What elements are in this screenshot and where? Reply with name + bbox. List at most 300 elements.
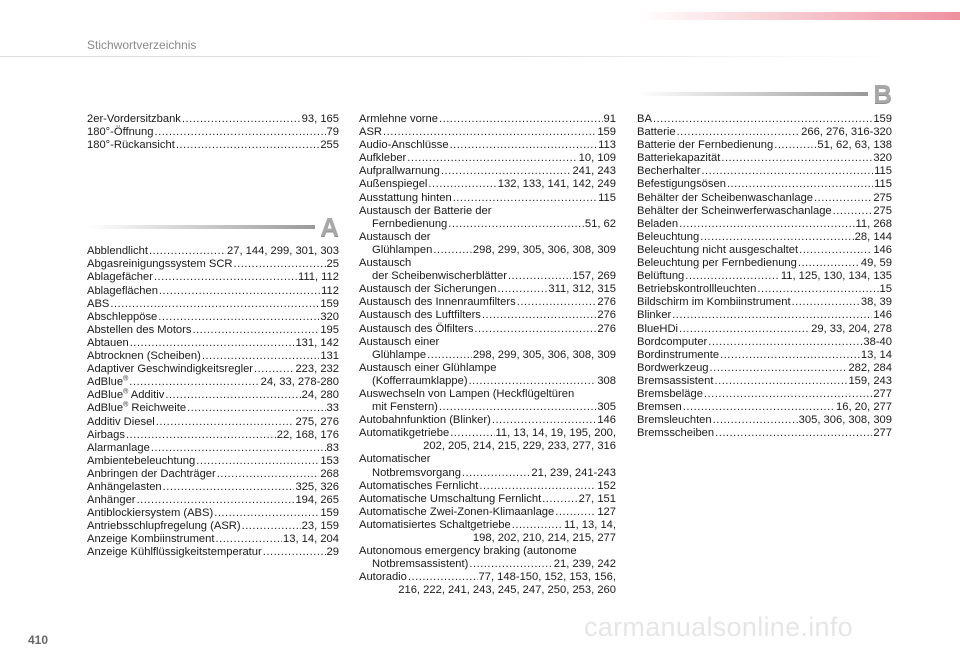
dot-leader — [542, 493, 577, 506]
index-column-1 — [87, 113, 339, 560]
index-entry-pages: 24, 33, 278-280 — [260, 376, 339, 389]
index-entry-pages: 29, 33, 204, 278 — [811, 322, 892, 335]
index-entry-pages: 275 — [873, 204, 892, 217]
dot-leader — [508, 270, 571, 283]
index-entry — [87, 429, 339, 442]
index-entry-term: 2er-Vordersitzbank — [87, 113, 181, 125]
index-entry — [637, 323, 892, 336]
index-entry-term: Austausch des Innenraumfilters — [359, 296, 516, 309]
index-entry — [87, 402, 339, 415]
dot-leader — [407, 152, 577, 165]
index-entry-pages: 15 — [879, 283, 892, 296]
index-entry-subterm: Notbremsvorgang — [372, 466, 461, 479]
index-entry-term: BA — [637, 113, 652, 125]
index-entry — [359, 231, 616, 257]
dot-leader — [202, 350, 320, 363]
index-entry-term-suffix: Additiv — [128, 389, 165, 402]
index-entry — [637, 126, 892, 139]
index-entry — [87, 468, 339, 481]
dot-leader — [182, 113, 301, 126]
index-entry-pages: 131, 142 — [295, 336, 339, 349]
index-entry-pages: 241, 243 — [572, 165, 616, 178]
index-entry — [637, 152, 892, 165]
index-entry-pages: 305 — [597, 401, 616, 414]
index-entry-term: Beleuchtung — [637, 230, 700, 243]
dot-leader — [453, 192, 597, 205]
index-entry — [637, 349, 892, 362]
index-entry — [637, 388, 892, 401]
dot-leader — [165, 389, 300, 402]
index-entry-pages: 276 — [597, 322, 616, 335]
index-entry-pages: 112 — [321, 284, 339, 297]
index-entry — [87, 389, 339, 402]
index-entry — [87, 520, 339, 533]
index-entry — [359, 126, 616, 139]
index-entry — [359, 323, 616, 336]
index-entry-pages: 79 — [326, 126, 339, 139]
index-entry-pages: 23, 159 — [301, 520, 339, 533]
index-entry-subterm: Notbremsassistent) — [372, 558, 469, 571]
index-entry-term: Bordinstrumente — [637, 348, 720, 361]
index-entry — [359, 427, 616, 453]
header-divider — [0, 56, 900, 57]
dot-leader — [151, 442, 326, 455]
dot-leader — [215, 533, 282, 546]
index-entry-term: Automatische Zwei-Zonen-Klimaanlage — [359, 505, 555, 518]
index-entry — [637, 178, 892, 191]
index-entry — [359, 453, 616, 479]
registered-mark: ® — [123, 401, 129, 409]
index-entry-term: Automatisches Fernlicht — [359, 479, 479, 492]
index-entry — [87, 442, 339, 455]
index-entry-pages: 24, 280 — [301, 389, 339, 402]
index-entry-pages: 159 — [320, 507, 339, 520]
index-entry-term: Autonomous emergency braking (autonome — [359, 545, 577, 558]
dot-leader — [234, 258, 326, 271]
index-entry — [87, 245, 339, 258]
dot-leader — [799, 244, 872, 257]
index-entry — [359, 257, 616, 283]
index-entry-term: Autoradio — [359, 571, 407, 584]
index-entry-term: Austausch — [359, 257, 412, 270]
index-entry — [87, 376, 339, 389]
section-letter-a: A — [320, 212, 339, 243]
dot-leader — [774, 139, 816, 152]
index-entry-pages: 27, 144, 299, 301, 303 — [227, 245, 339, 258]
index-entry-pages: 159, 243 — [848, 374, 892, 387]
index-entry — [359, 283, 616, 296]
index-entry-pages: 10, 109 — [578, 152, 616, 165]
dot-leader — [727, 178, 873, 191]
index-entry-term: Beleuchtung per Fernbedienung — [637, 257, 797, 270]
index-entry-pages: 311, 312, 315 — [548, 283, 616, 296]
index-entry-pages: 29 — [326, 546, 339, 559]
dot-leader — [439, 113, 603, 126]
index-entry-term: Abgasreinigungssystem SCR — [87, 258, 233, 271]
dot-leader — [713, 414, 798, 427]
dot-leader — [721, 152, 872, 165]
dot-leader — [683, 401, 835, 414]
index-entry — [87, 546, 339, 559]
index-entry-term: Aufkleber — [359, 152, 407, 165]
index-entry-term: Austausch der Batterie der — [359, 204, 492, 217]
index-entry-term: Additiv Diesel — [87, 415, 155, 428]
index-entry — [359, 205, 616, 231]
index-entry-pages: 308 — [597, 374, 616, 387]
index-entry-pages: 21, 239, 241-243 — [531, 466, 616, 479]
dot-leader — [555, 506, 596, 519]
index-entry-pages: 223, 232 — [295, 363, 339, 376]
dot-leader — [433, 244, 472, 257]
index-entry-pages: 11, 13, 14, 19, 195, 200, — [495, 427, 616, 440]
index-entry — [359, 178, 616, 191]
index-entry-pages: 146 — [873, 243, 892, 256]
index-entry-pages: 298, 299, 305, 306, 308, 309 — [472, 348, 616, 361]
index-entry-term-base: AdBlue — [87, 389, 124, 402]
dot-leader — [214, 507, 319, 520]
dot-leader — [242, 520, 301, 533]
index-entry-pages: 153 — [320, 454, 339, 467]
page-section-title: Stichwortverzeichnis — [87, 38, 197, 52]
index-entry-term: Anzeige Kühlflüssigkeitstemperatur — [87, 546, 262, 559]
index-entry-subterm: (Kofferraumklappe) — [372, 374, 468, 387]
index-entry-pages-continued: 198, 202, 210, 214, 215, 277 — [472, 532, 616, 544]
index-entry — [359, 296, 616, 309]
index-entry-term-base: AdBlue — [87, 402, 124, 415]
index-entry — [637, 296, 892, 309]
index-entry-pages: 25 — [326, 258, 339, 271]
index-list-a — [87, 245, 339, 559]
index-entry-term: Audio-Anschlüsse — [359, 139, 449, 152]
index-entry-term: Automatikgetriebe — [359, 427, 450, 440]
index-entry — [637, 218, 892, 231]
dot-leader — [110, 298, 319, 311]
index-entry-term: Befestigungsösen — [637, 178, 726, 191]
index-entry — [87, 494, 339, 507]
dot-leader — [187, 402, 325, 415]
index-entry-term: Austausch des Ölfilters — [359, 322, 474, 335]
index-entry-pages: 115 — [598, 191, 616, 204]
dot-leader — [159, 285, 320, 298]
dot-leader — [263, 546, 326, 559]
index-entry-pages: 127 — [597, 505, 616, 518]
dot-leader — [792, 296, 860, 309]
index-entry-term: Batterie der Fernbedienung — [637, 139, 774, 152]
index-entry-pages: 13, 14, 204 — [283, 533, 339, 546]
index-entry-term: Blinker — [637, 309, 672, 322]
index-entry-pages: 282, 284 — [848, 361, 892, 374]
registered-mark: ® — [123, 388, 129, 396]
index-entry-term: Antiblockiersystem (ABS) — [87, 507, 214, 520]
index-entry-pages: 77, 148-150, 152, 153, 156, — [478, 571, 616, 584]
dot-leader — [814, 192, 872, 205]
index-entry-pages: 255 — [320, 139, 339, 152]
index-entry-pages: 91 — [603, 113, 616, 125]
index-entry-pages: 276 — [597, 296, 616, 309]
index-entry-term: Austausch der — [359, 230, 431, 243]
index-entry — [87, 298, 339, 311]
index-entry-pages: 16, 20, 277 — [836, 401, 892, 414]
dot-leader — [126, 429, 276, 442]
index-entry-term: Bremsbeläge — [637, 387, 703, 400]
index-entry — [637, 257, 892, 270]
index-entry-term: Autobahnfunktion (Blinker) — [359, 414, 491, 427]
dot-leader — [492, 414, 596, 427]
section-header-b — [637, 79, 892, 109]
index-entry-pages: 22, 168, 176 — [276, 428, 339, 441]
index-entry-term: Außenspiegel — [359, 178, 428, 191]
index-entry-pages: 111, 112 — [297, 271, 339, 284]
index-entry — [87, 455, 339, 468]
index-entry-term: Bremsleuchten — [637, 414, 712, 427]
index-entry-pages: 320 — [873, 152, 892, 165]
index-entry — [637, 401, 892, 414]
index-entry — [637, 375, 892, 388]
index-entry-pages: 277 — [873, 427, 892, 440]
dot-leader — [469, 375, 597, 388]
dot-leader — [474, 323, 596, 336]
index-entry-term: Anbringen der Dachträger — [87, 467, 216, 480]
index-entry — [359, 388, 616, 414]
dot-leader — [679, 218, 854, 231]
index-entry — [359, 192, 616, 205]
index-entry-term: ABS — [87, 297, 110, 310]
index-entry-term: Behälter der Scheinwerferwaschanlage — [637, 204, 832, 217]
index-entry — [637, 113, 892, 126]
dot-leader — [154, 126, 325, 139]
index-entry-pages: 305, 306, 308, 309 — [798, 414, 892, 427]
dot-leader — [176, 139, 320, 152]
dot-leader — [154, 271, 297, 284]
header-accent-bar — [640, 12, 960, 20]
dot-leader — [383, 126, 596, 139]
index-entry-pages: 146 — [873, 309, 892, 322]
index-entry-pages: 131 — [320, 350, 339, 363]
section-bar-a — [87, 225, 315, 229]
index-entry-term: Behälter der Scheibenwaschanlage — [637, 191, 814, 204]
index-entry — [359, 152, 616, 165]
index-entry-term: Austausch einer — [359, 335, 440, 348]
dot-leader — [677, 126, 801, 139]
index-entry-pages: 159 — [320, 297, 339, 310]
dot-leader — [653, 113, 872, 126]
index-entry-term — [87, 402, 186, 415]
dot-leader — [149, 245, 226, 258]
index-entry-term: Automatisiertes Schaltgetriebe — [359, 518, 511, 531]
index-entry — [637, 414, 892, 427]
index-entry-term: Airbags — [87, 428, 125, 441]
index-entry-term: Batterie — [637, 126, 676, 139]
index-entry — [637, 139, 892, 152]
dot-leader — [469, 558, 552, 571]
index-entry-term — [87, 376, 128, 389]
dot-leader — [156, 416, 295, 429]
index-entry — [87, 271, 339, 284]
index-entry — [359, 165, 616, 178]
index-entry-term: Becherhalter — [637, 165, 701, 178]
registered-mark: ® — [123, 375, 129, 383]
dot-leader — [217, 468, 320, 481]
index-entry — [87, 481, 339, 494]
index-entry — [87, 285, 339, 298]
index-entry-pages: 157, 269 — [572, 270, 616, 283]
index-entry — [359, 493, 616, 506]
dot-leader — [720, 349, 860, 362]
dot-leader — [450, 139, 598, 152]
index-entry-pages: 268 — [320, 467, 339, 480]
index-entry — [637, 427, 892, 440]
index-entry — [637, 362, 892, 375]
dot-leader — [448, 218, 584, 231]
index-entry-term: 180°-Rückansicht — [87, 139, 175, 152]
dot-leader — [704, 388, 872, 401]
index-entry-term: Betriebskontrollleuchten — [637, 283, 757, 296]
dot-leader — [710, 362, 848, 375]
index-entry — [637, 283, 892, 296]
index-entry-pages: 275, 276 — [295, 415, 339, 428]
dot-leader — [700, 231, 853, 244]
dot-leader — [158, 311, 319, 324]
index-entry-pages: 194, 265 — [295, 494, 339, 507]
index-entry-term: Ambientebeleuchtung — [87, 454, 196, 467]
index-entry-pages: 195 — [320, 323, 339, 336]
index-entry-subterm: Glühlampe — [372, 348, 427, 361]
index-entry-term: Austausch des Luftfilters — [359, 309, 481, 322]
index-entry — [637, 244, 892, 257]
dot-leader — [196, 455, 319, 468]
dot-leader — [757, 283, 878, 296]
index-entry — [87, 507, 339, 520]
index-entry-term: Auswechseln von Lampen (Heckflügeltüren — [359, 387, 575, 400]
index-entry-pages: 83 — [326, 441, 339, 454]
dot-leader — [254, 363, 294, 376]
dot-leader — [679, 323, 810, 336]
index-entry-pages: 276 — [597, 309, 616, 322]
index-entry — [359, 414, 616, 427]
index-entry-pages: 275 — [873, 191, 892, 204]
index-entry-term: Ablagefächer — [87, 271, 153, 284]
index-entry-term: Abtrocknen (Scheiben) — [87, 350, 201, 363]
index-entry — [637, 205, 892, 218]
index-list-numeric — [87, 113, 339, 152]
dot-leader — [708, 336, 862, 349]
index-entry-term: Austausch der Sicherungen — [359, 283, 497, 296]
dot-leader — [512, 519, 563, 532]
index-entry-term: 180°-Öffnung — [87, 126, 154, 139]
index-entry-subterm: der Scheibenwischerblätter — [372, 270, 507, 283]
index-entry-pages: 11, 125, 130, 134, 135 — [780, 270, 892, 283]
index-entry-term: Abblendlicht — [87, 245, 148, 258]
index-entry — [359, 571, 616, 597]
dot-leader — [163, 481, 295, 494]
index-entry — [359, 545, 616, 571]
index-entry — [637, 309, 892, 322]
dot-leader — [450, 427, 494, 440]
dot-leader — [497, 283, 547, 296]
index-entry — [637, 192, 892, 205]
index-entry-term: Batteriekapazität — [637, 152, 721, 165]
dot-leader — [192, 324, 319, 337]
index-entry — [87, 350, 339, 363]
index-entry — [359, 362, 616, 388]
index-entry — [359, 139, 616, 152]
dot-leader — [129, 376, 259, 389]
index-entry-term: Bordwerkzeug — [637, 361, 709, 374]
index-entry-pages: 277 — [873, 387, 892, 400]
index-entry — [359, 480, 616, 493]
dot-leader — [427, 349, 472, 362]
index-entry-term: Ablageflächen — [87, 284, 158, 297]
index-entry — [87, 126, 339, 139]
dot-leader — [685, 270, 780, 283]
dot-leader — [714, 375, 847, 388]
index-entry-pages: 115 — [874, 165, 892, 178]
index-entry — [637, 270, 892, 283]
index-entry-term — [87, 389, 164, 402]
index-entry-subterm: Fernbedienung — [372, 217, 448, 230]
index-entry-term: Automatische Umschaltung Fernlicht — [359, 492, 542, 505]
index-entry-pages: 33 — [326, 402, 339, 415]
dot-leader — [798, 257, 860, 270]
dot-leader — [833, 205, 873, 218]
index-entry — [359, 309, 616, 322]
dot-leader — [517, 296, 597, 309]
index-entry-subterm: mit Fenstern) — [372, 401, 438, 414]
index-column-2 — [359, 113, 616, 597]
dot-leader — [462, 467, 530, 480]
index-entry-term: Beleuchtung nicht ausgeschaltet — [637, 243, 799, 256]
dot-leader — [428, 178, 496, 191]
index-entry-pages: 298, 299, 305, 306, 308, 309 — [472, 243, 616, 256]
index-entry — [637, 231, 892, 244]
index-entry-pages: 51, 62 — [584, 217, 616, 230]
index-entry-term: Aufprallwarnung — [359, 165, 440, 178]
index-entry — [637, 336, 892, 349]
index-entry-term: Bremsassistent — [637, 374, 714, 387]
index-column-3 — [637, 113, 892, 440]
index-entry — [87, 337, 339, 350]
index-entry — [87, 311, 339, 324]
dot-leader — [672, 309, 872, 322]
index-list-a-continued — [359, 113, 616, 597]
index-entry — [359, 336, 616, 362]
index-list-b — [637, 113, 892, 440]
index-entry-term: Abtauen — [87, 336, 129, 349]
index-entry-subterm: Glühlampen — [372, 243, 433, 256]
index-entry-pages: 38-40 — [863, 335, 892, 348]
dot-leader — [441, 165, 572, 178]
dot-leader — [701, 165, 873, 178]
index-entry — [637, 165, 892, 178]
index-entry-pages: 28, 144 — [854, 230, 892, 243]
index-entry-term: Abschleppöse — [87, 310, 158, 323]
index-entry-term: Anhänger — [87, 494, 136, 507]
dot-leader — [408, 571, 478, 584]
index-entry-term: Armlehne vorne — [359, 113, 438, 125]
index-entry-pages: 115 — [874, 178, 892, 191]
index-entry-term: Adaptiver Geschwindigkeitsregler — [87, 363, 254, 376]
index-entry-term: Bildschirm im Kombiinstrument — [637, 296, 791, 309]
index-entry-pages: 49, 59 — [860, 257, 892, 270]
index-entry-pages: 21, 239, 242 — [553, 558, 616, 571]
index-entry-term: Bremsscheiben — [637, 427, 715, 440]
index-entry-pages: 13, 14 — [860, 348, 892, 361]
index-entry-pages: 159 — [597, 126, 616, 139]
index-entry-pages: 132, 133, 141, 142, 249 — [497, 178, 616, 191]
index-entry-pages: 152 — [597, 479, 616, 492]
index-entry-pages: 146 — [597, 414, 616, 427]
index-entry — [87, 113, 339, 126]
